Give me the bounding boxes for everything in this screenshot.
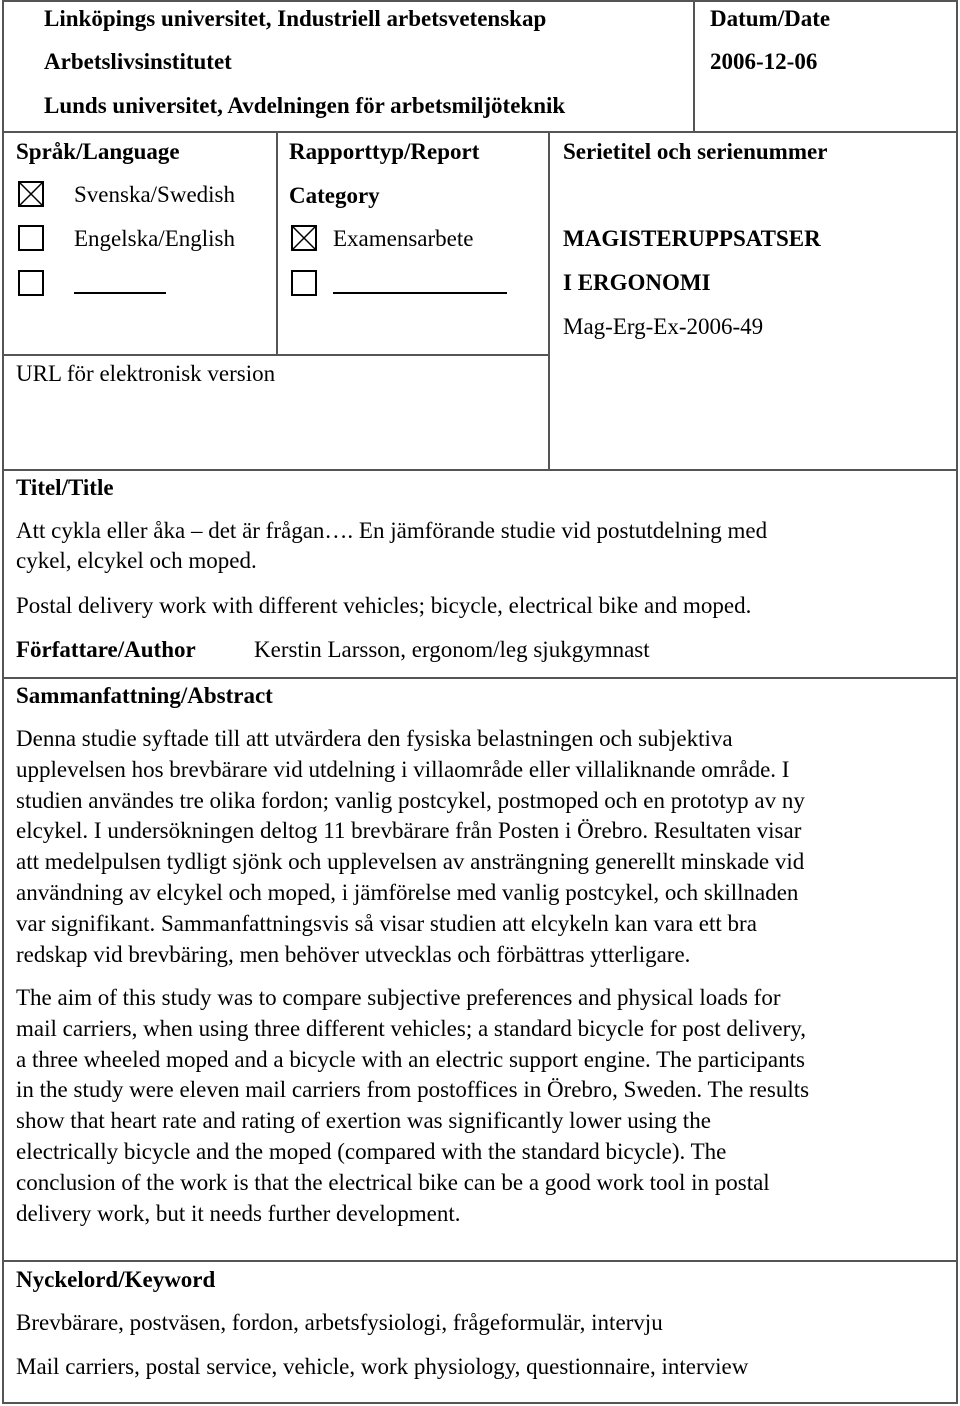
series-title-line-2: I ERGONOMI xyxy=(563,270,711,295)
abstract-english-line: conclusion of the work is that the electrical bike can be a good work tool in postal xyxy=(16,1169,770,1195)
url-label: URL för elektronisk version xyxy=(16,361,276,386)
author-value: Kerstin Larsson, ergonom/leg sjukgymnast xyxy=(254,637,650,662)
abstract-english-line: electrically bicycle and the moped (compared with the standard bicycle). The xyxy=(16,1138,727,1164)
institution-line-1: Linköpings universitet, Industriell arbetsvetenskap xyxy=(44,6,547,31)
date-value: 2006-12-06 xyxy=(710,49,818,74)
report-option-examensarbete: Examensarbete xyxy=(333,226,474,251)
date-label: Datum/Date xyxy=(710,6,831,31)
keywords-label: Nyckelord/Keyword xyxy=(16,1267,216,1292)
abstract-swedish-line: var signifikant. Sammanfattningsvis så visar studien att elcykeln kan vara ett bra xyxy=(16,910,757,936)
title-swedish-line-2: cykel, elcykel och moped. xyxy=(16,548,257,573)
language-checkbox-english[interactable] xyxy=(18,225,44,251)
language-checkbox-other[interactable] xyxy=(18,270,44,296)
series-label: Serietitel och serienummer xyxy=(563,139,828,164)
title-label: Titel/Title xyxy=(16,475,114,500)
report-category-label: Category xyxy=(289,183,380,208)
abstract-english-line: delivery work, but it needs further development. xyxy=(16,1200,461,1226)
series-title-line-1: MAGISTERUPPSATSER xyxy=(563,226,821,251)
language-checkbox-swedish[interactable] xyxy=(18,181,44,207)
abstract-label: Sammanfattning/Abstract xyxy=(16,683,273,708)
language-other-blank[interactable] xyxy=(74,292,166,294)
institution-line-3: Lunds universitet, Avdelningen för arbetsmiljöteknik xyxy=(44,93,566,118)
keywords-swedish: Brevbärare, postväsen, fordon, arbetsfysiologi, frågeformulär, intervju xyxy=(16,1310,663,1335)
abstract-swedish xyxy=(16,724,946,970)
abstract-swedish-line: upplevelsen hos brevbärare vid utdelning i villaområde eller villaliknande område. I xyxy=(16,756,790,782)
abstract-swedish-line: användning av elcykel och moped, i jämförelse med vanlig postcykel, och skillnaden xyxy=(16,879,799,905)
report-checkbox-examensarbete[interactable] xyxy=(291,225,317,251)
series-number: Mag-Erg-Ex-2006-49 xyxy=(563,314,764,339)
institution-line-2: Arbetslivsinstitutet xyxy=(44,49,232,74)
abstract-english-line: The aim of this study was to compare subjective preferences and physical loads for xyxy=(16,985,781,1010)
report-label: Rapporttyp/Report xyxy=(289,139,480,164)
abstract-english-line: in the study were eleven mail carriers from postoffices in Örebro, Sweden. The results xyxy=(16,1077,810,1103)
abstract-swedish-line: elcykel. I undersökningen deltog 11 brevbärare från Posten i Örebro. Resultaten visar xyxy=(16,818,802,844)
abstract-swedish-line: studien användes tre olika fordon; vanlig postcykel, postmoped och en prototyp av ny xyxy=(16,787,805,813)
report-checkbox-other[interactable] xyxy=(291,270,317,296)
abstract-swedish-line: redskap vid brevbäring, men behöver utvecklas och förbättras ytterligare. xyxy=(16,941,691,967)
author-label: Författare/Author xyxy=(16,637,196,662)
abstract-swedish-line: att medelpulsen tydligt sjönk och upplevelsen av ansträngning generellt minskade vid xyxy=(16,849,805,875)
abstract-english-line: mail carriers, when using three different vehicles; a standard bicycle for post delivery, xyxy=(16,1015,807,1041)
checked-icon xyxy=(293,227,315,249)
abstract-english xyxy=(16,983,946,1229)
report-other-blank[interactable] xyxy=(333,292,507,294)
title-swedish-line-1: Att cykla eller åka – det är frågan…. En jämförande studie vid postutdelning med xyxy=(16,518,768,543)
abstract-swedish-line: Denna studie syftade till att utvärdera den fysiska belastningen och subjektiva xyxy=(16,726,733,751)
checked-icon xyxy=(20,183,42,205)
language-option-english: Engelska/English xyxy=(74,226,235,251)
abstract-english-line: a three wheeled moped and a bicycle with an electric support engine. The participants xyxy=(16,1046,805,1072)
language-label: Språk/Language xyxy=(16,139,180,164)
language-option-swedish: Svenska/Swedish xyxy=(74,182,235,207)
title-english: Postal delivery work with different vehicles; bicycle, electrical bike and moped. xyxy=(16,593,752,618)
keywords-english: Mail carriers, postal service, vehicle, work physiology, questionnaire, interview xyxy=(16,1354,749,1379)
abstract-english-line: show that heart rate and rating of exertion was significantly lower using the xyxy=(16,1108,711,1134)
